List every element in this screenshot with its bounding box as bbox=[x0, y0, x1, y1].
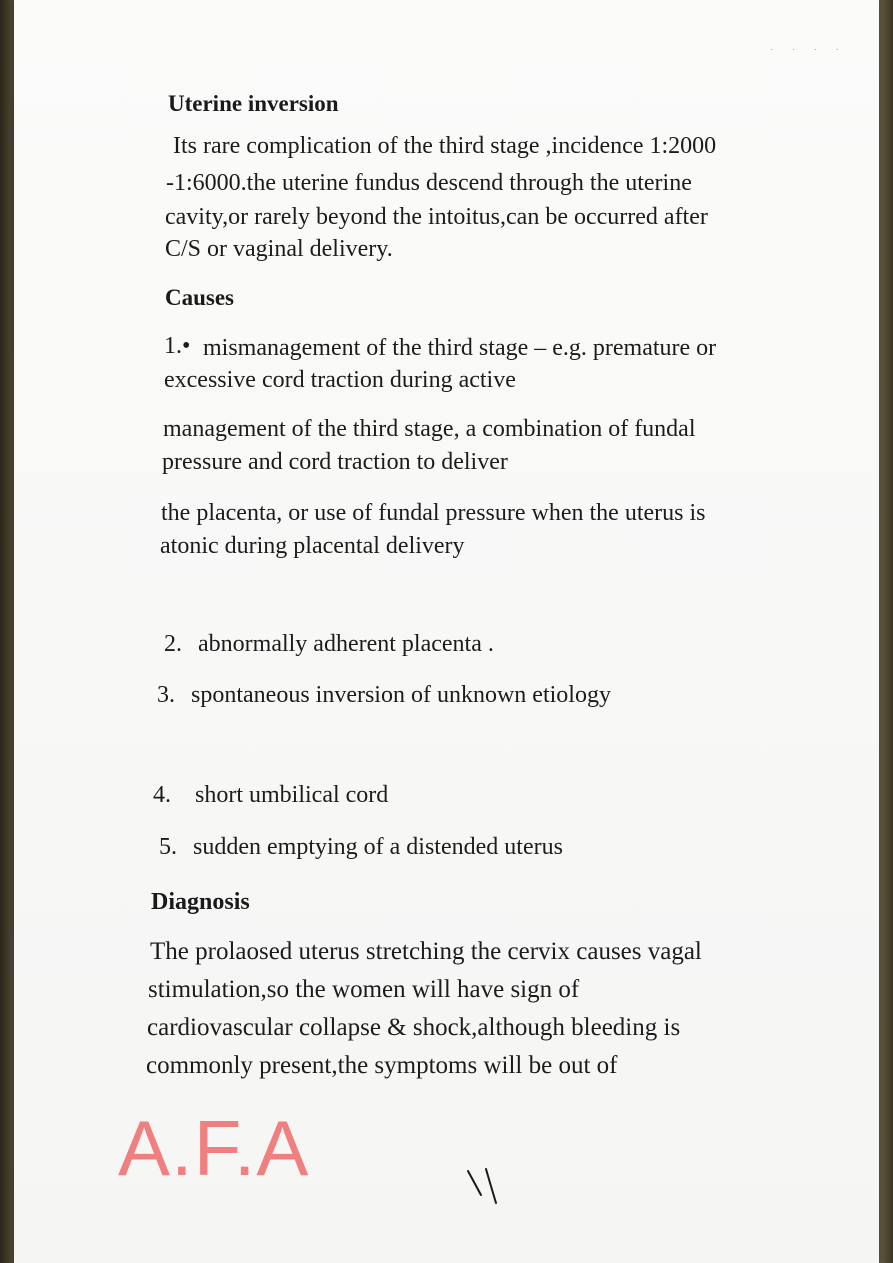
cause-1-line: excessive cord traction during active bbox=[164, 367, 516, 393]
cause-1-line: mismanagement of the third stage – e.g. premature or bbox=[203, 335, 717, 361]
diagnosis-line: The prolaosed uterus stretching the cervix causes vagal bbox=[150, 938, 702, 965]
cause-1-line: management of the third stage, a combination of fundal bbox=[163, 416, 696, 442]
page-number-handwriting bbox=[462, 1165, 506, 1209]
list-item-text: short umbilical cord bbox=[195, 782, 389, 808]
cause-1-line: pressure and cord traction to deliver bbox=[162, 449, 508, 475]
list-item bbox=[157, 682, 611, 709]
intro-line: Its rare complication of the third stage ,incidence 1:2000 bbox=[173, 133, 717, 159]
watermark: A.F.A bbox=[118, 1104, 310, 1192]
intro-line: -1:6000.the uterine fundus descend through the uterine bbox=[166, 170, 692, 196]
paper-specks: ˙ ˙ ˙ ˙ bbox=[770, 48, 847, 59]
cause-1-marker: 1.• bbox=[164, 333, 191, 359]
list-item-number: 3. bbox=[157, 682, 175, 708]
causes-heading: Causes bbox=[165, 285, 235, 310]
list-item-text: sudden emptying of a distended uterus bbox=[193, 834, 563, 860]
list-item bbox=[159, 834, 563, 861]
intro-line: C/S or vaginal delivery. bbox=[165, 236, 393, 262]
intro-line: cavity,or rarely beyond the intoitus,can be occurred after bbox=[165, 204, 708, 230]
page-title: Uterine inversion bbox=[168, 91, 339, 116]
diagnosis-line: cardiovascular collapse & shock,although bleeding is bbox=[147, 1014, 681, 1041]
cause-1-line: atonic during placental delivery bbox=[160, 533, 465, 559]
list-item-number: 5. bbox=[159, 834, 177, 860]
diagnosis-heading: Diagnosis bbox=[151, 889, 250, 915]
diagnosis-line: stimulation,so the women will have sign of bbox=[148, 976, 580, 1003]
list-item-text: abnormally adherent placenta . bbox=[198, 631, 494, 657]
list-item-text: spontaneous inversion of unknown etiology bbox=[191, 682, 611, 708]
list-item-number: 4. bbox=[153, 782, 171, 808]
cause-1-line: the placenta, or use of fundal pressure when the uterus is bbox=[161, 500, 706, 526]
list-item bbox=[153, 782, 388, 809]
list-item-number: 2. bbox=[164, 631, 182, 657]
table-edge-right bbox=[877, 0, 893, 1263]
list-item bbox=[164, 631, 494, 658]
page-number bbox=[462, 1165, 506, 1214]
diagnosis-line: commonly present,the symptoms will be out of bbox=[146, 1052, 618, 1079]
